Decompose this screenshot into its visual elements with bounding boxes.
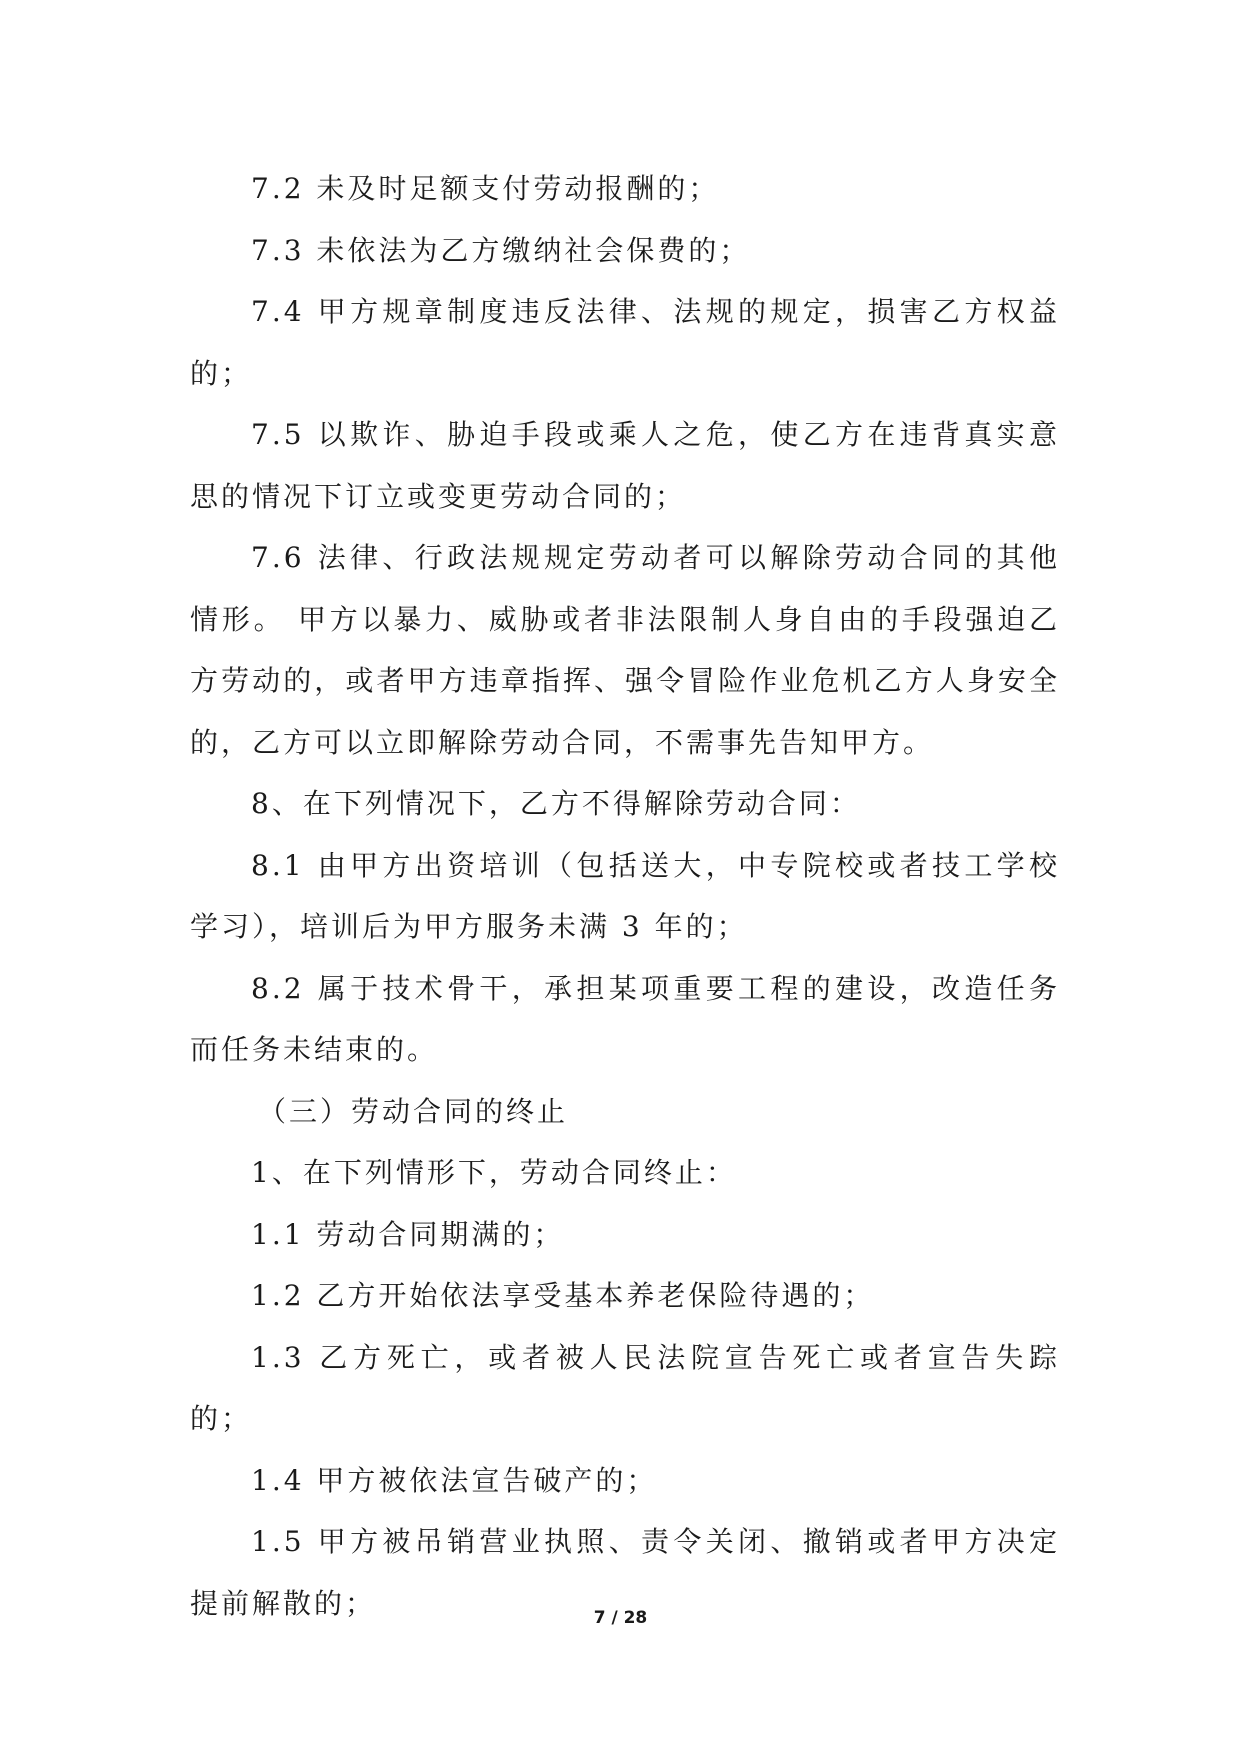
paragraph-7-2: 7.2 未及时足额支付劳动报酬的； [251,172,720,205]
section-heading: （三）劳动合同的终止 [258,1094,569,1128]
paragraph-8-1: 8.1 由甲方出资培训（包括送大，中专院校或者技工学校学习），培训后为甲方服务未满 3 年的； [190,848,1060,943]
paragraph-1-1: 1.1 劳动合同期满的； [251,1217,565,1251]
paragraph-1-3: 1.3 乙方死亡，或者被人民法院宣告死亡或者宣告失踪的； [190,1340,1060,1435]
paragraph-7-6: 7.6 法律、行政法规规定劳动者可以解除劳动合同的其他情形。 甲方以暴力、威胁或者非法限制人身自由的手段强迫乙方劳动的，或者甲方违章指挥、强令冒险作业危机乙方人身安全的，乙方可以立即解除劳动合同，不需事先告知甲方。 [190,541,1060,759]
paragraph-7-5: 7.5 以欺诈、胁迫手段或乘人之危，使乙方在违背真实意思的情况下订立或变更劳动合同的； [190,418,1060,513]
paragraph-7-3: 7.3 未依法为乙方缴纳社会保费的； [251,233,751,267]
paragraph-1-2: 1.2 乙方开始依法享受基本养老保险待遇的； [251,1279,875,1312]
paragraph-7-4: 7.4 甲方规章制度违反法律、法规的规定，损害乙方权益的； [190,295,1060,390]
document-body [190,158,1060,1634]
page-number: 7 / 28 [593,1608,648,1628]
paragraph-1-4: 1.4 甲方被依法宣告破产的； [251,1463,658,1497]
paragraph-8-2: 8.2 属于技术骨干，承担某项重要工程的建设，改造任务而任务未结束的。 [190,971,1060,1066]
paragraph-1-5: 1.5 甲方被吊销营业执照、责令关闭、撤销或者甲方决定提前解散的； [190,1525,1060,1620]
paragraph-1: 1、在下列情形下，劳动合同终止： [251,1156,737,1189]
paragraph-8: 8、在下列情况下，乙方不得解除劳动合同： [251,787,861,820]
